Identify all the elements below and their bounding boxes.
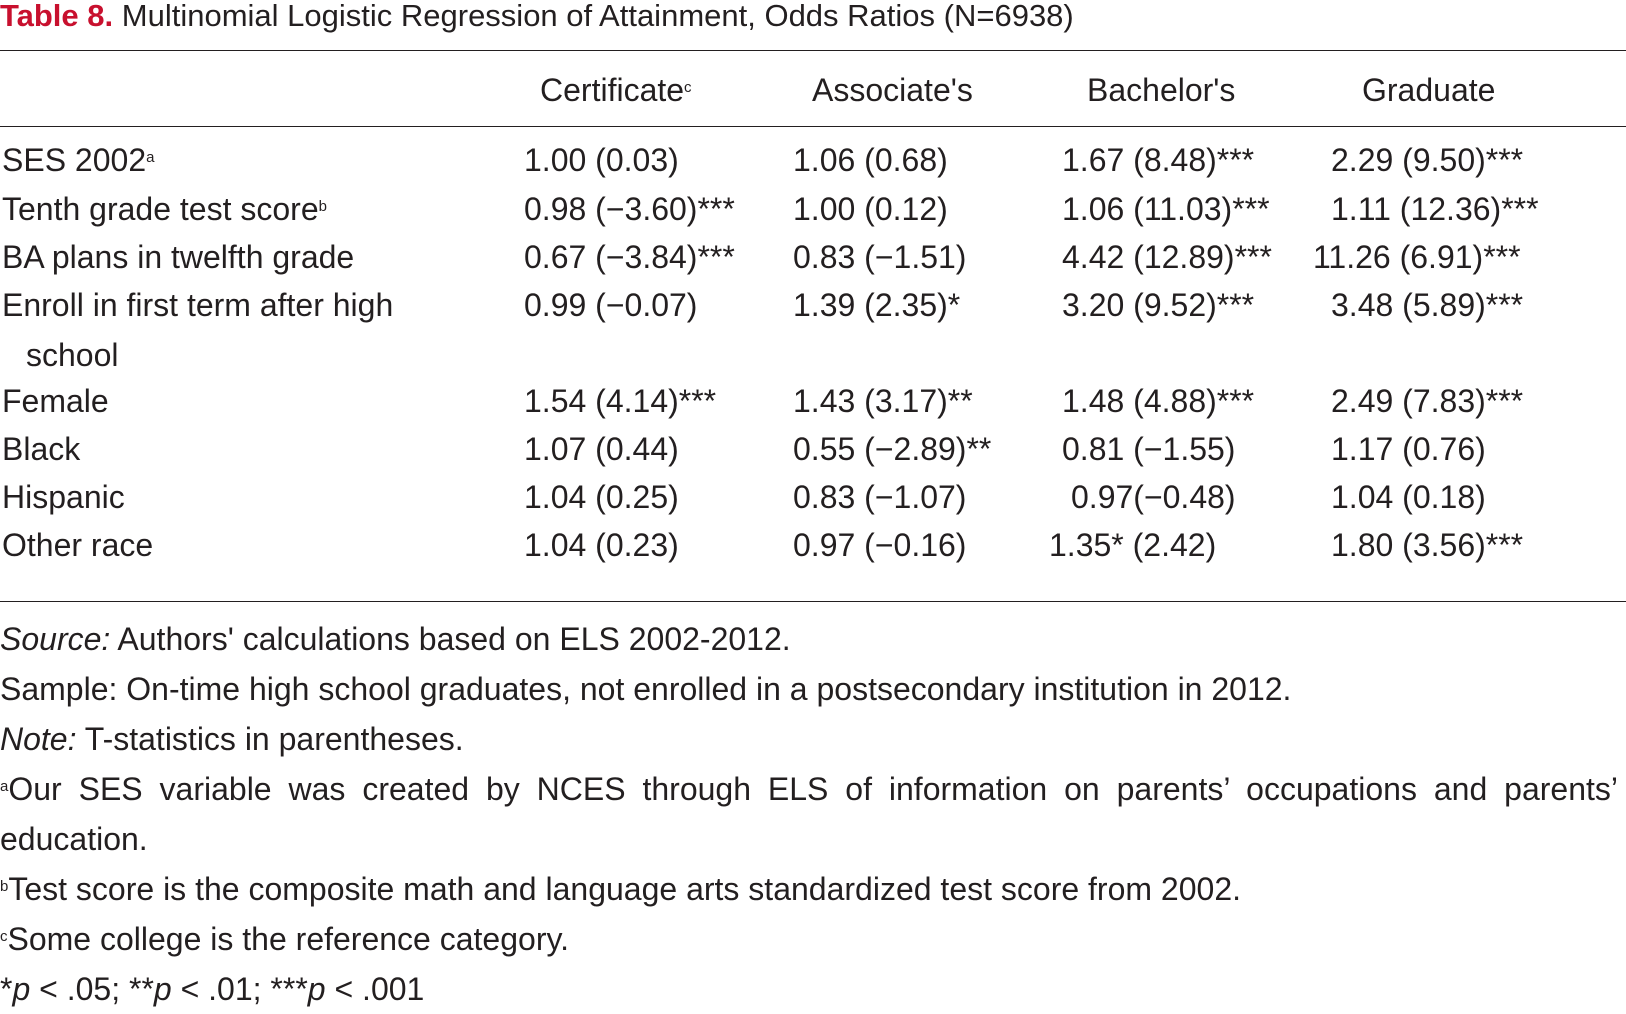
- source-note: Source: Authors' calculations based on ELS 2002-2012.: [0, 621, 791, 657]
- table-row: [0, 520, 1626, 570]
- table-row: [0, 424, 1626, 474]
- sample-note: Sample: On-time high school graduates, not enrolled in a postsecondary institution in 2012.: [0, 671, 1292, 707]
- cell-bachelors: 1.48 (4.88)***: [1062, 383, 1255, 419]
- table-row: [0, 184, 1626, 234]
- row-label: Hispanic: [2, 479, 125, 515]
- cell-bachelors: 0.97(−0.48): [1071, 479, 1236, 515]
- cell-associates: 1.43 (3.17)**: [793, 383, 973, 419]
- cell-graduate: 1.80 (3.56)***: [1331, 527, 1524, 563]
- column-header-footnote-mark: c: [684, 79, 692, 96]
- cell-certificate: 1.07 (0.44): [524, 431, 679, 467]
- footnote-a: $^a$Our SES variable was created by NCES through ELS of information on parents’ occupations and parents’ education.: [0, 771, 1618, 857]
- table-row: [0, 135, 1626, 185]
- cell-graduate: 1.11 (12.36)***: [1331, 191, 1539, 227]
- cell-associates: 1.39 (2.35)*: [793, 287, 961, 323]
- table-title: [0, 0, 1074, 34]
- cell-certificate: 1.54 (4.14)***: [524, 383, 717, 419]
- cell-certificate: 1.00 (0.03): [524, 142, 679, 178]
- cell-graduate: 1.17 (0.76): [1331, 431, 1486, 467]
- row-label: SES 2002$^a$: [2, 142, 155, 178]
- cell-bachelors: 1.06 (11.03)***: [1062, 191, 1270, 227]
- cell-certificate: 1.04 (0.25): [524, 479, 679, 515]
- cell-associates: 1.06 (0.68): [793, 142, 948, 178]
- table-title-text: Multinomial Logistic Regression of Attainment, Odds Ratios (N=6938): [121, 0, 1074, 33]
- table-row: [0, 472, 1626, 522]
- cell-bachelors: 1.35* (2.42): [1049, 527, 1217, 563]
- cell-bachelors: 3.20 (9.52)***: [1062, 287, 1255, 323]
- row-label: Black: [2, 431, 81, 467]
- footnote-c: $^c$Some college is the reference category.: [0, 921, 569, 957]
- row-label: Tenth grade test score$^b$: [2, 191, 327, 227]
- cell-certificate: 1.04 (0.23): [524, 527, 679, 563]
- cell-graduate: 2.49 (7.83)***: [1331, 383, 1524, 419]
- cell-associates: 0.83 (−1.07): [793, 479, 967, 515]
- cell-graduate: 11.26 (6.91)***: [1313, 239, 1521, 275]
- column-header-bachelors: Bachelor's: [1087, 72, 1236, 108]
- cell-graduate: 3.48 (5.89)***: [1331, 287, 1524, 323]
- significance-note: *p < .05; **p < .01; ***p < .001: [0, 971, 425, 1007]
- cell-associates: 0.97 (−0.16): [793, 527, 967, 563]
- cell-certificate: 0.98 (−3.60)***: [524, 191, 735, 227]
- table-row: [0, 280, 1626, 380]
- row-label: BA plans in twelfth grade: [2, 239, 355, 275]
- row-label: Enroll in first term after high school: [2, 287, 394, 373]
- header-rule: [0, 126, 1626, 127]
- cell-bachelors: 4.42 (12.89)***: [1062, 239, 1272, 275]
- cell-certificate: 0.99 (−0.07): [524, 287, 698, 323]
- cell-bachelors: 0.81 (−1.55): [1062, 431, 1236, 467]
- bottom-rule: [0, 601, 1626, 602]
- cell-graduate: 1.04 (0.18): [1331, 479, 1486, 515]
- cell-associates: 1.00 (0.12): [793, 191, 948, 227]
- table-notes: [0, 614, 1618, 1014]
- cell-certificate: 0.67 (−3.84)***: [524, 239, 735, 275]
- table-row: [0, 376, 1626, 426]
- column-header-certificate: Certificate$^c$: [540, 72, 692, 108]
- top-rule: [0, 50, 1626, 51]
- cell-bachelors: 1.67 (8.48)***: [1062, 142, 1255, 178]
- cell-associates: 0.83 (−1.51): [793, 239, 967, 275]
- table-row: [0, 232, 1626, 282]
- cell-associates: 0.55 (−2.89)**: [793, 431, 992, 467]
- footnote-b: $^b$Test score is the composite math and language arts standardized test score from 2002.: [0, 871, 1241, 907]
- table-label: Table 8.: [0, 0, 114, 33]
- cell-graduate: 2.29 (9.50)***: [1331, 142, 1524, 178]
- column-header-graduate: Graduate: [1362, 72, 1496, 108]
- row-label: Other race: [2, 527, 154, 563]
- row-label: Female: [2, 383, 109, 419]
- statistic-note: Note: T-statistics in parentheses.: [0, 721, 464, 757]
- column-header-associates: Associate's: [812, 72, 973, 108]
